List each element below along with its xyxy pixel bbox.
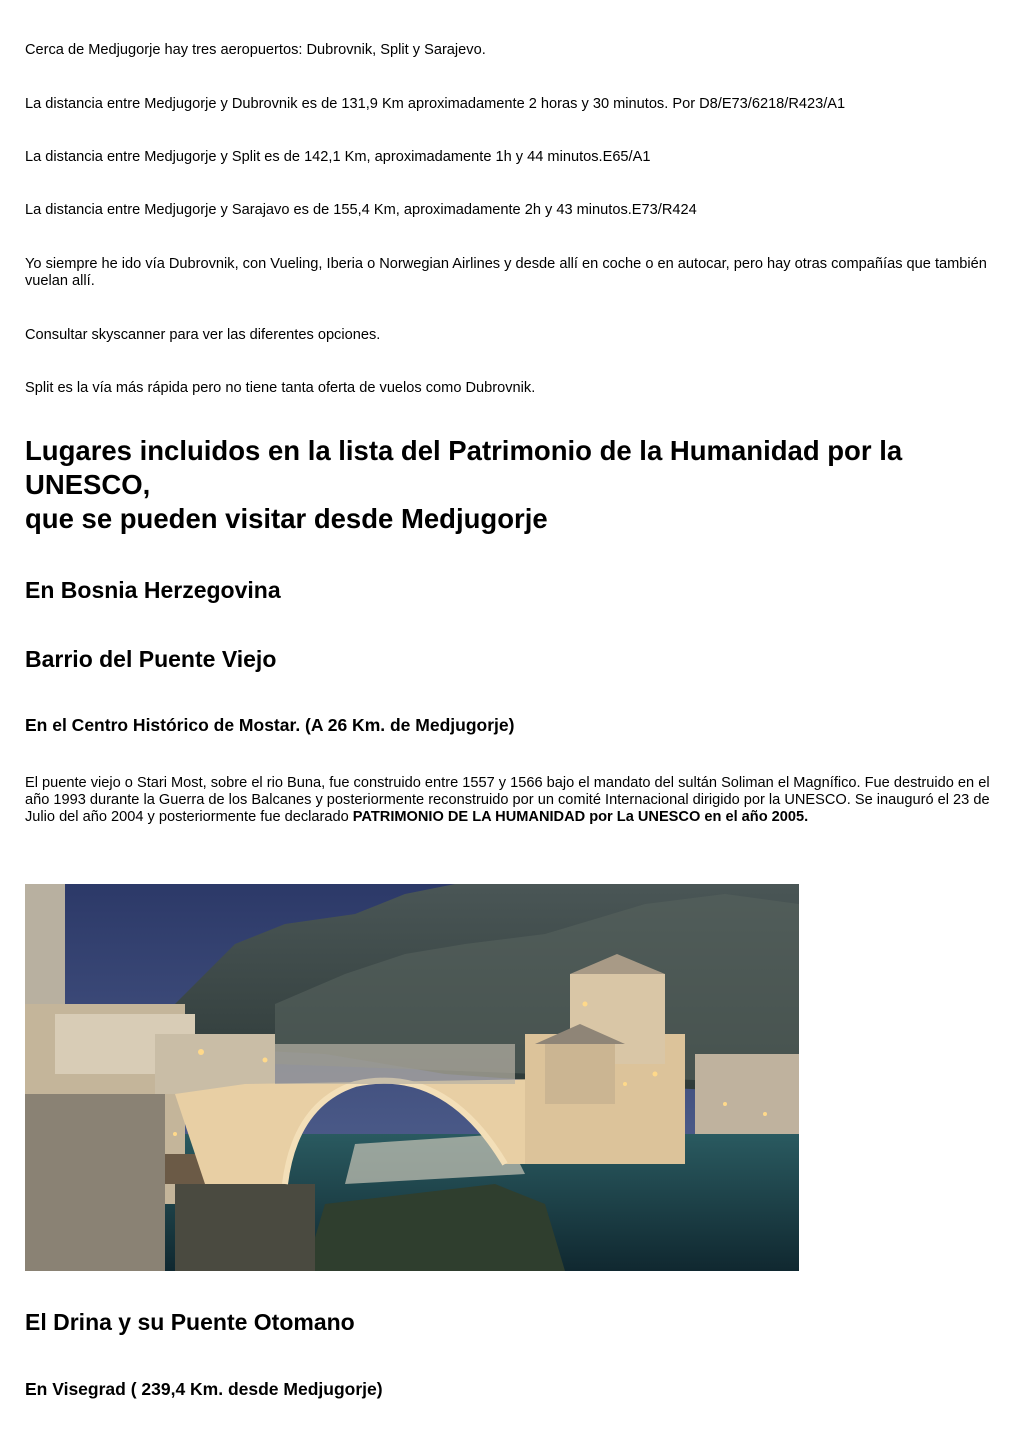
paragraph-mostar-history <box>25 775 1000 826</box>
paragraph-personal-route: Yo siempre he ido vía Dubrovnik, con Vueling, Iberia o Norwegian Airlines y desde allí en coche o en autocar, pero hay otras compañías que también vuelan allí. <box>25 256 987 289</box>
heading-unesco-line2: que se pueden visitar desde Medjugorje <box>25 503 548 534</box>
paragraph-skyscanner: Consultar skyscanner para ver las diferentes opciones. <box>25 327 381 343</box>
mostar-bridge-photo <box>25 884 799 1271</box>
paragraph-split-fastest: Split es la vía más rápida pero no tiene tanta oferta de vuelos como Dubrovnik. <box>25 380 536 396</box>
heading-drina-title: El Drina y su Puente Otomano <box>25 1309 355 1335</box>
heading-mostar-title: Barrio del Puente Viejo <box>25 646 277 672</box>
heading-drina-subtitle: En Visegrad ( 239,4 Km. desde Medjugorje) <box>25 1379 383 1399</box>
heading-unesco-sites <box>25 434 1000 536</box>
paragraph-split-distance: La distancia entre Medjugorje y Split es de 142,1 Km, aproximadamente 1h y 44 minutos.E65/A1 <box>25 149 651 165</box>
mostar-history-bold: PATRIMONIO DE LA HUMANIDAD por La UNESCO en el año 2005. <box>352 809 809 825</box>
paragraph-sarajevo-distance: La distancia entre Medjugorje y Sarajavo es de 155,4 Km, aproximadamente 2h y 43 minutos.E73/R424 <box>25 202 697 218</box>
paragraph-dubrovnik-distance: La distancia entre Medjugorje y Dubrovnik es de 131,9 Km aproximadamente 2 horas y 30 minutos. Por D8/E73/6218/R423/A1 <box>25 96 846 112</box>
mostar-history-text: El puente viejo o Stari Most, sobre el rio Buna, fue construido entre 1557 y 1566 bajo el mandato del sultán Soliman el Magnífico. Fue destruido en el año 1993 durante la Guerra de los Balcanes y posteriormente reconstruido por un comité Internacional dirigido por la UNESCO. Se inauguró el 23 de Julio del año 2004 y posteriormente fue declarado <box>25 775 990 825</box>
heading-bosnia: En Bosnia Herzegovina <box>25 577 281 603</box>
heading-unesco-line1: Lugares incluidos en la lista del Patrimonio de la Humanidad por la UNESCO, <box>25 435 903 500</box>
paragraph-airports: Cerca de Medjugorje hay tres aeropuertos: Dubrovnik, Split y Sarajevo. <box>25 42 486 58</box>
heading-mostar-subtitle: En el Centro Histórico de Mostar. (A 26 Km. de Medjugorje) <box>25 715 515 735</box>
